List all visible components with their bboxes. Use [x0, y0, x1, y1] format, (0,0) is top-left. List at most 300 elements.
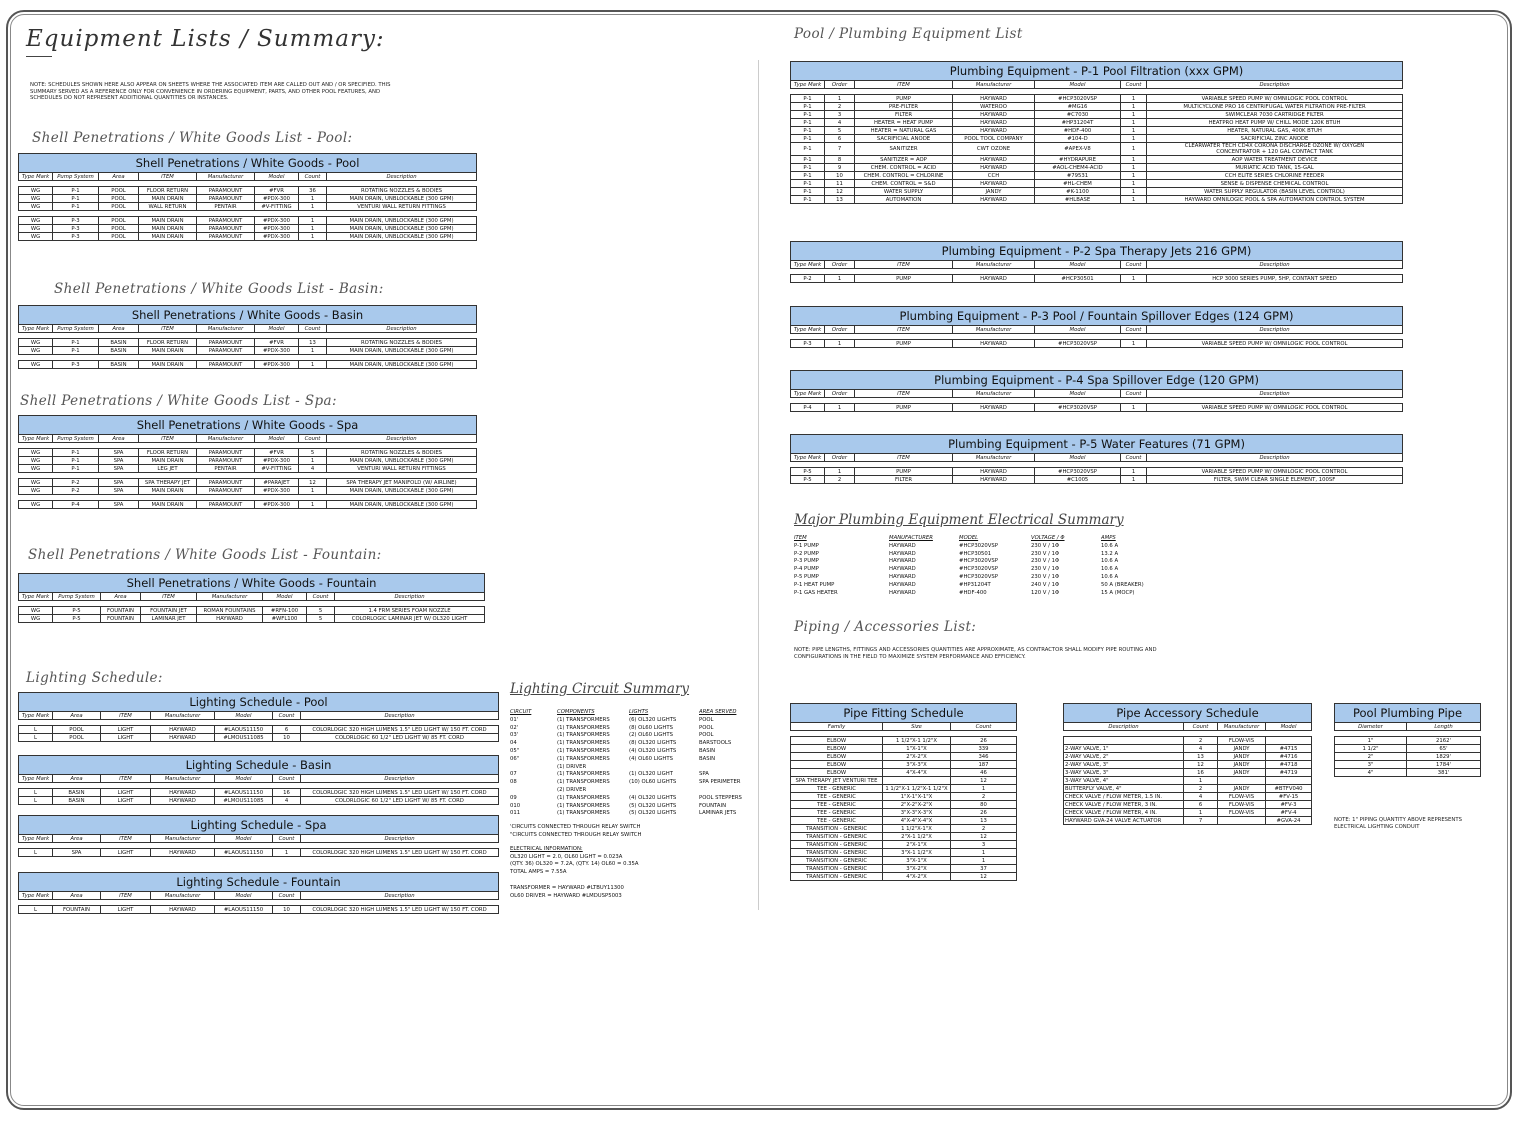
table-cell: CLEARWATER TECH CD4X CORONA DISCHARGE OZONE W/ OXYGEN CONCENTRATOR + 120 GAL CONTACT TANK [1147, 143, 1403, 156]
list-cell: BASIN [699, 747, 716, 754]
table-cell: PENTAIR [197, 465, 255, 473]
table-cell: HEATPRO HEAT PUMP W/ CHILL MODE 120K BTUH [1147, 119, 1403, 127]
table-cell: P-1 [791, 180, 825, 188]
table-cell: TRANSITION - GENERIC [791, 857, 883, 865]
table-cell: 1 1/2" [1335, 745, 1407, 753]
table-cell: #MG16 [1035, 103, 1121, 111]
table-row [791, 785, 1017, 793]
table-cell: Manufacturer [151, 775, 215, 783]
table-cell: Type Mark [19, 325, 53, 333]
table-cell: 46 [951, 769, 1017, 777]
table-cell: COLORLOGIC 320 HIGH LUMENS 1.5" LED LIGHT W/ 150 FT. CORD [301, 789, 499, 797]
list-cell [510, 787, 557, 795]
table-row [791, 476, 1403, 484]
table-cell: POOL [99, 233, 139, 241]
list-cell: HAYWARD [889, 542, 916, 549]
table-row [19, 225, 477, 233]
table-cell: ITEM [855, 454, 953, 462]
table-row [791, 833, 1017, 841]
table-cell: Pump System [53, 435, 99, 443]
table-row [791, 156, 1403, 164]
table-row [791, 275, 1403, 283]
table-cell: PARAMOUNT [197, 347, 255, 355]
table-cell: LEG JET [139, 465, 197, 473]
table-cell: P-1 [53, 203, 99, 211]
table-row [791, 95, 1403, 103]
table-cell: WALL RETURN [139, 203, 197, 211]
table-title: Shell Penetrations / White Goods - Pool [19, 154, 477, 173]
pipe-fitting-table [790, 703, 1017, 881]
list-row [510, 803, 759, 811]
table-cell: JANDY [1218, 769, 1266, 777]
table-cell: Order [825, 261, 855, 269]
table-row [1064, 745, 1312, 753]
table-cell: PUMP [855, 340, 953, 348]
table-cell: MULTICYCLONE PRO 16 CENTRIFUGAL WATER FILTRATION PRE-FILTER [1147, 103, 1403, 111]
table-cell: Manufacturer [151, 835, 215, 843]
table-cell: PARAMOUNT [197, 225, 255, 233]
table-cell: ELBOW [791, 753, 883, 761]
table-cell: SPA [99, 487, 139, 495]
table-title: Plumbing Equipment - P-3 Pool / Fountain Spillover Edges (124 GPM) [791, 307, 1403, 326]
table-cell: Count [307, 593, 335, 601]
table-row [791, 825, 1017, 833]
table-cell [1266, 737, 1312, 745]
table-title-row [791, 307, 1403, 326]
table-header-row [791, 81, 1403, 89]
table-cell: HAYWARD [953, 95, 1035, 103]
table-cell: 12 [951, 777, 1017, 785]
table-cell: BASIN [99, 361, 139, 369]
table-cell: PUMP [855, 95, 953, 103]
table-cell: CCH ELITE SERIES CHLORINE FEEDER [1147, 172, 1403, 180]
table-cell: PUMP [855, 468, 953, 476]
table-row [791, 857, 1017, 865]
table-cell: Model [1035, 81, 1121, 89]
table-header-row [19, 593, 485, 601]
table-cell: P-4 [53, 501, 99, 509]
table-title-row [19, 416, 477, 435]
table-cell: MAIN DRAIN, UNBLOCKABLE (300 GPM) [327, 487, 477, 495]
list-cell: (2) DRIVER [557, 786, 587, 793]
table-cell: Manufacturer [953, 261, 1035, 269]
table-cell: ITEM [855, 390, 953, 398]
table-cell: 5 [299, 449, 327, 457]
table-cell: #104-D [1035, 135, 1121, 143]
table-cell: #PDX-300 [255, 233, 299, 241]
list-cell [629, 764, 699, 772]
light_fountain-table [18, 872, 499, 914]
table-cell: AOP WATER TREATMENT DEVICE [1147, 156, 1403, 164]
table-cell: P-1 [791, 135, 825, 143]
table-cell: ROTATING NOZZLES & BODIES [327, 187, 477, 195]
list-cell: ITEM [794, 535, 807, 541]
table-cell: LIGHT [101, 906, 151, 914]
table-cell: SPA [99, 501, 139, 509]
table-row [1335, 769, 1481, 777]
shell_pool-table [18, 153, 477, 241]
table-cell: CCH [953, 172, 1035, 180]
table-row [19, 849, 499, 857]
table-cell: P-5 [53, 607, 101, 615]
table-cell: MAIN DRAIN [139, 233, 197, 241]
table-row [19, 487, 477, 495]
list-cell: 230 V / 1Φ [1031, 550, 1060, 557]
list-cell: SPA PERIMETER [699, 779, 741, 786]
table-cell: ITEM [855, 326, 953, 334]
table-cell: POOL [53, 734, 101, 742]
table-header-row [19, 435, 477, 443]
table-cell: HAYWARD [953, 404, 1035, 412]
table-cell: TRANSITION - GENERIC [791, 849, 883, 857]
table-row [791, 849, 1017, 857]
table-row [1064, 769, 1312, 777]
list-cell: P-4 PUMP [794, 566, 819, 573]
table-cell: #PDX-300 [255, 487, 299, 495]
table-cell: HEATER = NATURAL GAS [855, 127, 953, 135]
table-cell: #PDX-300 [255, 361, 299, 369]
table-cell: #WFL100 [263, 615, 307, 623]
table-cell: HAYWARD [151, 797, 215, 805]
table-cell: 12 [825, 188, 855, 196]
table-cell: P-2 [791, 275, 825, 283]
table-cell: #C7030 [1035, 111, 1121, 119]
table-row [791, 404, 1403, 412]
table-cell: PRE-FILTER [855, 103, 953, 111]
table-cell: 5 [825, 127, 855, 135]
table-cell: POOL [99, 217, 139, 225]
table-cell: FOUNTAIN [101, 615, 141, 623]
table-cell: #4718 [1266, 761, 1312, 769]
table-cell [1064, 737, 1184, 745]
table-cell: JANDY [1218, 745, 1266, 753]
table-row [791, 340, 1403, 348]
table-cell: #V-FITTING [255, 465, 299, 473]
table-row [791, 127, 1403, 135]
table-cell: Count [951, 723, 1017, 731]
list-cell: VOLTAGE / Φ [1031, 535, 1065, 541]
table-cell: #FV-4 [1266, 809, 1312, 817]
table-row [1064, 793, 1312, 801]
table-row [19, 906, 499, 914]
table-title: Plumbing Equipment - P-5 Water Features (71 GPM) [791, 435, 1403, 454]
table-cell: 10 [273, 906, 301, 914]
table-cell: HAYWARD GVA-24 VALVE ACTUATOR [1064, 817, 1184, 825]
table-cell: #79531 [1035, 172, 1121, 180]
table-cell: MAIN DRAIN, UNBLOCKABLE (300 GPM) [327, 457, 477, 465]
table-cell: CHEM. CONTROL = S&D [855, 180, 953, 188]
table-header-row [19, 835, 499, 843]
p3-table [790, 306, 1403, 348]
table-title-row [791, 371, 1403, 390]
table-cell: POOL TOOL COMPANY [953, 135, 1035, 143]
list-cell: FOUNTAIN [699, 802, 727, 809]
table-cell: WG [19, 347, 53, 355]
table-cell: Model [255, 325, 299, 333]
list-row [794, 574, 1171, 582]
list-cell: (1) TRANSFORMERS [557, 724, 610, 731]
table-cell: Manufacturer [197, 325, 255, 333]
table-row [19, 195, 477, 203]
table-cell: 12 [299, 479, 327, 487]
table-cell: Type Mark [19, 712, 53, 720]
table-cell: L [19, 906, 53, 914]
list-cell [699, 787, 759, 795]
table-cell: MAIN DRAIN [139, 195, 197, 203]
table-cell: HAYWARD [151, 734, 215, 742]
table-cell: PUMP [855, 404, 953, 412]
table-row [791, 119, 1403, 127]
table-cell: 1 1/2"X-1"X [883, 825, 951, 833]
table-cell: Order [825, 326, 855, 334]
table-cell: HAYWARD [953, 127, 1035, 135]
table-cell: 7 [825, 143, 855, 156]
table-cell: Area [53, 712, 101, 720]
list-cell: CIRCUIT [510, 709, 532, 715]
table-cell: 26 [951, 809, 1017, 817]
table-cell: BASIN [99, 339, 139, 347]
table-cell: 3"X-3"X-3"X [883, 809, 951, 817]
table-cell: Count [299, 173, 327, 181]
list-row [510, 748, 759, 756]
list-cell: 10.6 A [1101, 573, 1119, 580]
table-title: Pool Plumbing Pipe [1335, 704, 1481, 723]
table-row [19, 233, 477, 241]
table-cell [1218, 777, 1266, 785]
note-line: OL320 LIGHT = 2.0, OL60 LIGHT = 0.023A [510, 853, 623, 860]
table-row [19, 339, 477, 347]
table-cell: Type Mark [19, 775, 53, 783]
table-cell: 13 [299, 339, 327, 347]
list-cell: (2) OL60 LIGHTS [629, 732, 673, 739]
table-cell: BASIN [99, 347, 139, 355]
table-cell: 12 [1184, 761, 1218, 769]
table-cell: #LAOUS11150 [215, 906, 273, 914]
list-cell: 02' [510, 724, 519, 731]
table-cell: P-3 [53, 217, 99, 225]
table-cell: P-3 [53, 361, 99, 369]
table-cell: WG [19, 203, 53, 211]
list-row [794, 558, 1171, 566]
table-cell: SPA THERAPY JET [139, 479, 197, 487]
table-cell: #BTFV040 [1266, 785, 1312, 793]
table-cell: 1784' [1407, 761, 1481, 769]
table-cell: 2"X-2"X-2"X [883, 801, 951, 809]
list-cell: 01' [510, 716, 519, 723]
table-cell: 3"X-2"X [883, 865, 951, 873]
table-cell: 13 [951, 817, 1017, 825]
table-cell: FLOW-VIS [1218, 809, 1266, 817]
table-row [1335, 745, 1481, 753]
list-cell: #HCP3020VSP [959, 566, 998, 573]
table-cell: #HLBASE [1035, 196, 1121, 204]
table-cell: Manufacturer [197, 173, 255, 181]
table-cell: Model [1035, 261, 1121, 269]
list-cell: SPA [699, 771, 709, 778]
table-row [19, 789, 499, 797]
table-cell: Pump System [53, 325, 99, 333]
table-cell: 12 [951, 833, 1017, 841]
table-cell: WATER SUPPLY [855, 188, 953, 196]
table-cell: CHECK VALVE / FLOW METER, 4 IN. [1064, 809, 1184, 817]
table-cell: SPA [53, 849, 101, 857]
table-cell: P-4 [791, 404, 825, 412]
table-cell: COLORLOGIC 320 HIGH LUMENS 1.5" LED LIGHT W/ 150 FT. CORD [301, 849, 499, 857]
table-cell: 1 [1121, 156, 1147, 164]
table-cell: 1 [1121, 340, 1147, 348]
list-cell: (1) TRANSFORMERS [557, 794, 610, 801]
list-cell [629, 787, 699, 795]
table-cell: SPA [99, 465, 139, 473]
table-cell: P-1 [53, 465, 99, 473]
table-cell: 1 [1184, 809, 1218, 817]
table-title-row [791, 242, 1403, 261]
table-cell: 4"X-4"X-4"X [883, 817, 951, 825]
circuit-list [510, 709, 759, 900]
table-cell: P-1 [53, 347, 99, 355]
table-cell: Type Mark [19, 593, 53, 601]
table-title-row [791, 435, 1403, 454]
list-row [510, 725, 759, 733]
list-cell: 50 A (BREAKER) [1101, 581, 1144, 588]
table-row [19, 465, 477, 473]
table-cell: Pump System [53, 593, 101, 601]
table-row [19, 203, 477, 211]
table-cell: 2 [951, 793, 1017, 801]
list-cell: AMPS [1101, 535, 1116, 541]
table-cell: Manufacturer [953, 454, 1035, 462]
list-row [794, 543, 1171, 551]
table-cell: Model [215, 835, 273, 843]
table-cell: WG [19, 361, 53, 369]
table-cell: Model [255, 173, 299, 181]
table-row [791, 180, 1403, 188]
table-cell: HAYWARD [953, 156, 1035, 164]
list-cell: LAMINAR JETS [699, 810, 737, 817]
table-cell: #HCP3020VSP [1035, 468, 1121, 476]
table-cell: 4"X-4"X [883, 769, 951, 777]
table-cell: 4"X-2"X [883, 873, 951, 881]
table-cell: P-5 [791, 468, 825, 476]
table-cell: POOL [99, 195, 139, 203]
elecsum-list [794, 535, 1171, 597]
table-title-row [19, 306, 477, 325]
list-row [794, 566, 1171, 574]
table-cell: Count [1121, 81, 1147, 89]
lighting-heading: Lighting Schedule: [26, 670, 163, 686]
table-cell: MAIN DRAIN [139, 487, 197, 495]
table-cell: SPA THERAPY JET VENTURI TEE [791, 777, 883, 785]
list-row [510, 787, 759, 795]
table-cell: Manufacturer [197, 435, 255, 443]
table-row [1064, 817, 1312, 825]
table-header-row [791, 261, 1403, 269]
table-cell: L [19, 789, 53, 797]
list-cell: 06" [510, 755, 520, 762]
table-title-row [791, 62, 1403, 81]
table-cell: 5 [307, 607, 335, 615]
table-cell: PARAMOUNT [197, 487, 255, 495]
table-cell: 1 [825, 275, 855, 283]
table-title-row [1064, 704, 1312, 723]
list-cell: (1) TRANSFORMERS [557, 755, 610, 762]
table-row [19, 797, 499, 805]
table-cell: COLORLOGIC 60 1/2" LED LIGHT W/ 85 FT. CORD [301, 797, 499, 805]
table-row [791, 841, 1017, 849]
table-row [791, 817, 1017, 825]
table-cell: PARAMOUNT [197, 187, 255, 195]
table-header-row [19, 775, 499, 783]
note-line: TRANSFORMER = HAYWARD #LTBUY11300 [510, 884, 624, 891]
table-cell: #PDX-300 [255, 225, 299, 233]
table-cell: #4719 [1266, 769, 1312, 777]
table-row [791, 468, 1403, 476]
table-cell: Pump System [53, 173, 99, 181]
table-cell: ROMAN FOUNTAINS [197, 607, 263, 615]
table-cell: TRANSITION - GENERIC [791, 833, 883, 841]
table-cell: HAYWARD OMNILOGIC POOL & SPA AUTOMATION CONTROL SYSTEM [1147, 196, 1403, 204]
table-cell: #GVA-24 [1266, 817, 1312, 825]
table-cell: HAYWARD [197, 615, 263, 623]
list-row [510, 756, 759, 764]
table-cell: Order [825, 454, 855, 462]
table-cell: ITEM [101, 775, 151, 783]
table-cell: WG [19, 615, 53, 623]
table-cell: 1 1/2"X-1 1/2"X-1 1/2"X [883, 785, 951, 793]
table-cell: Area [53, 835, 101, 843]
table-cell: HAYWARD [953, 111, 1035, 119]
table-cell: L [19, 849, 53, 857]
list-cell: MODEL [959, 535, 979, 541]
note-line [510, 877, 759, 885]
table-cell: 1 [1121, 172, 1147, 180]
table-cell: Model [1266, 723, 1312, 731]
table-cell: ITEM [139, 173, 197, 181]
table-cell: Type Mark [19, 435, 53, 443]
table-cell: 2" [1335, 753, 1407, 761]
table-row [791, 745, 1017, 753]
table-cell: MAIN DRAIN [139, 457, 197, 465]
table-cell: FOUNTAIN JET [141, 607, 197, 615]
table-row [791, 111, 1403, 119]
table-row [791, 135, 1403, 143]
list-cell: HAYWARD [889, 589, 916, 596]
table-cell: 4 [1184, 793, 1218, 801]
table-cell: JANDY [1218, 785, 1266, 793]
table-cell: P-1 [791, 119, 825, 127]
list-cell: (1) TRANSFORMERS [557, 779, 610, 786]
table-cell: 1 1/2"X-1 1/2"X [883, 737, 951, 745]
table-cell: Description [301, 712, 499, 720]
table-header-row [19, 892, 499, 900]
table-cell: HAYWARD [151, 726, 215, 734]
table-cell: HAYWARD [151, 789, 215, 797]
table-cell: Model [1035, 390, 1121, 398]
table-cell: POOL [53, 726, 101, 734]
table-cell: 8 [825, 156, 855, 164]
p2-table [790, 241, 1403, 283]
list-cell: (4) OL320 LIGHTS [629, 747, 677, 754]
table-cell: WG [19, 339, 53, 347]
table-title: Lighting Schedule - Pool [19, 693, 499, 712]
table-cell: CHEM. CONTROL = ACID [855, 164, 953, 172]
table-cell: #PDX-300 [255, 217, 299, 225]
table-cell: SANITIZER [855, 143, 953, 156]
table-cell: POOL [99, 203, 139, 211]
shell_fountain-table [18, 573, 485, 623]
table-row [791, 103, 1403, 111]
table-row [1064, 761, 1312, 769]
